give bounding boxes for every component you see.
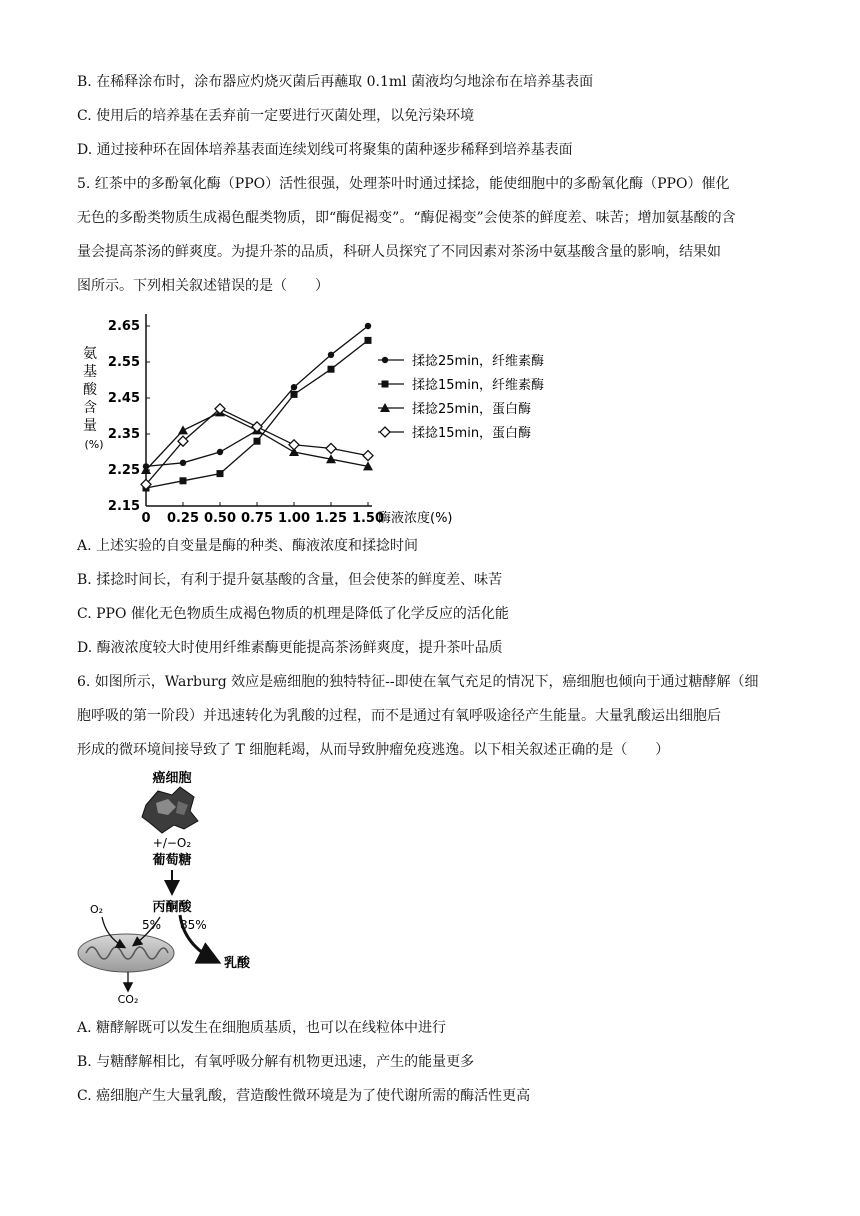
data-point: [326, 443, 336, 453]
q6-stem-line-1: 6. 如图所示，Warburg 效应是癌细胞的独特特征--即使在氧气充足的情况下，癌细胞也倾向于通过糖酵解（细: [77, 674, 759, 690]
series-line: [146, 340, 368, 488]
x-tick-label: 0.25: [166, 511, 200, 526]
data-point: [217, 449, 223, 455]
q4-option-b: B. 在稀释涂布时，涂布器应灼烧灭菌后再蘸取 0.1ml 菌液均匀地涂布在培养基表面: [77, 74, 594, 90]
q5-stem-line-4: 图所示。下列相关叙述错误的是（ ）: [77, 278, 329, 294]
data-point: [328, 352, 334, 358]
x-tick-label: 0.75: [240, 511, 274, 526]
q6-option-b: B. 与糖酵解相比，有氧呼吸分解有机物更迅速，产生的能量更多: [77, 1054, 475, 1070]
data-point: [289, 440, 299, 450]
y-axis-unit: (%): [84, 438, 104, 451]
amino-acid-chart: [78, 308, 558, 528]
chart-ticks: [108, 319, 384, 526]
legend-label: 揉捻25min，蛋白酶: [412, 402, 532, 417]
cancer-cell-label: 癌细胞: [152, 771, 192, 786]
data-point: [178, 425, 188, 434]
data-point: [252, 422, 262, 432]
q6-stem-line-3: 形成的微环境间接导致了 T 细胞耗竭，从而导致肿瘤免疫逃逸。以下相关叙述正确的是（ ）: [77, 742, 670, 758]
y-tick-label: 2.15: [107, 499, 140, 514]
data-point: [291, 391, 298, 398]
mito-percent-label: 5%: [142, 918, 162, 932]
legend-label: 揉捻15min，纤维素酶: [412, 378, 545, 393]
data-point: [180, 460, 186, 466]
data-point: [380, 427, 390, 437]
lactate-percent-label: 85%: [180, 918, 207, 932]
q4-option-d: D. 通过接种环在固体培养基表面连续划线可将聚集的菌种逐步稀释到培养基表面: [77, 142, 573, 158]
legend-label: 揉捻25min，纤维素酶: [412, 354, 545, 369]
glucose-label: 葡萄糖: [152, 853, 192, 868]
mitochondrion-icon: [78, 934, 174, 972]
warburg-diagram-svg: [76, 765, 296, 1005]
data-point: [382, 357, 388, 363]
y-axis-label-char: 氨: [83, 346, 97, 362]
x-tick-label: 1.00: [277, 511, 311, 526]
legend-label: 揉捻15min，蛋白酶: [412, 426, 532, 441]
q5-option-c: C. PPO 催化无色物质生成褐色物质的机理是降低了化学反应的活化能: [77, 606, 509, 622]
q4-option-c: C. 使用后的培养基在丢弃前一定要进行灭菌处理，以免污染环境: [77, 108, 475, 124]
q6-stem-line-2: 胞呼吸的第一阶段）并迅速转化为乳酸的过程，而不是通过有氧呼吸途径产生能量。大量乳酸运出细胞后: [77, 708, 721, 724]
legend-item: [378, 353, 544, 369]
series-square: [143, 337, 372, 492]
legend-item: [378, 425, 531, 441]
y-axis-label-char: 含: [83, 400, 97, 416]
legend-item: [378, 377, 544, 393]
q5-stem-line-3: 量会提高茶汤的鲜爽度。为提升茶的品质，科研人员探究了不同因素对茶汤中氨基酸含量的影响，结果如: [77, 244, 721, 260]
q6-option-a: A. 糖酵解既可以发生在细胞质基质，也可以在线粒体中进行: [77, 1020, 447, 1036]
y-axis-label-char: 量: [83, 418, 97, 434]
chart-axes: [146, 314, 372, 506]
data-point: [254, 438, 261, 445]
q5-stem-line-2: 无色的多酚类物质生成褐色醌类物质，即“酶促褐变”。“酶促褐变”会使茶的鲜度差、味苦；增加氨基酸的含: [77, 210, 736, 226]
y-tick-label: 2.25: [107, 463, 140, 478]
data-point: [291, 384, 297, 390]
y-tick-label: 2.35: [107, 427, 140, 442]
y-axis-label-char: 基: [83, 364, 97, 380]
data-point: [365, 337, 372, 344]
chart-legend: [378, 353, 544, 441]
x-tick-label: 0: [141, 511, 151, 526]
q6-option-c: C. 癌细胞产生大量乳酸，营造酸性微环境是为了使代谢所需的酶活性更高: [77, 1088, 531, 1104]
pyruvate-label: 丙酮酸: [152, 900, 192, 915]
x-tick-label: 1.25: [314, 511, 348, 526]
co2-label: CO₂: [117, 993, 139, 1005]
data-point: [328, 366, 335, 373]
q5-option-b: B. 揉捻时间长，有利于提升氨基酸的含量，但会使茶的鲜度差、味苦: [77, 572, 503, 588]
data-point: [365, 323, 371, 329]
chart-series: [141, 323, 373, 492]
x-tick-label: 0.50: [203, 511, 237, 526]
data-point: [363, 451, 373, 461]
x-tick-label: 1.50: [351, 511, 385, 526]
data-point: [217, 470, 224, 477]
data-point: [382, 381, 389, 388]
q5-option-d: D. 酶液浓度较大时使用纤维素酶更能提高茶汤鲜爽度，提升茶叶品质: [77, 640, 503, 656]
o2-label: O₂: [90, 903, 104, 916]
warburg-diagram: [76, 765, 296, 1005]
oxygen-state-label: +/−O₂: [152, 836, 192, 850]
legend-item: [378, 401, 531, 417]
y-axis-label-char: 酸: [83, 382, 97, 398]
q5-stem-line-1: 5. 红茶中的多酚氧化酶（PPO）活性很强，处理茶叶时通过揉捻，能使细胞中的多酚氧化酶（PPO）催化: [77, 176, 730, 192]
lactate-label: 乳酸: [224, 956, 251, 971]
series-diamond: [141, 404, 373, 490]
amino-acid-chart-svg: [78, 308, 558, 528]
y-tick-label: 2.55: [107, 355, 140, 370]
q5-option-a: A. 上述实验的自变量是酶的种类、酶液浓度和揉捻时间: [77, 538, 419, 554]
x-axis-label: 酶液浓度(%): [378, 511, 453, 526]
y-tick-label: 2.65: [107, 319, 140, 334]
cancer-cell-icon: [142, 787, 198, 833]
y-tick-label: 2.45: [107, 391, 140, 406]
data-point: [180, 477, 187, 484]
